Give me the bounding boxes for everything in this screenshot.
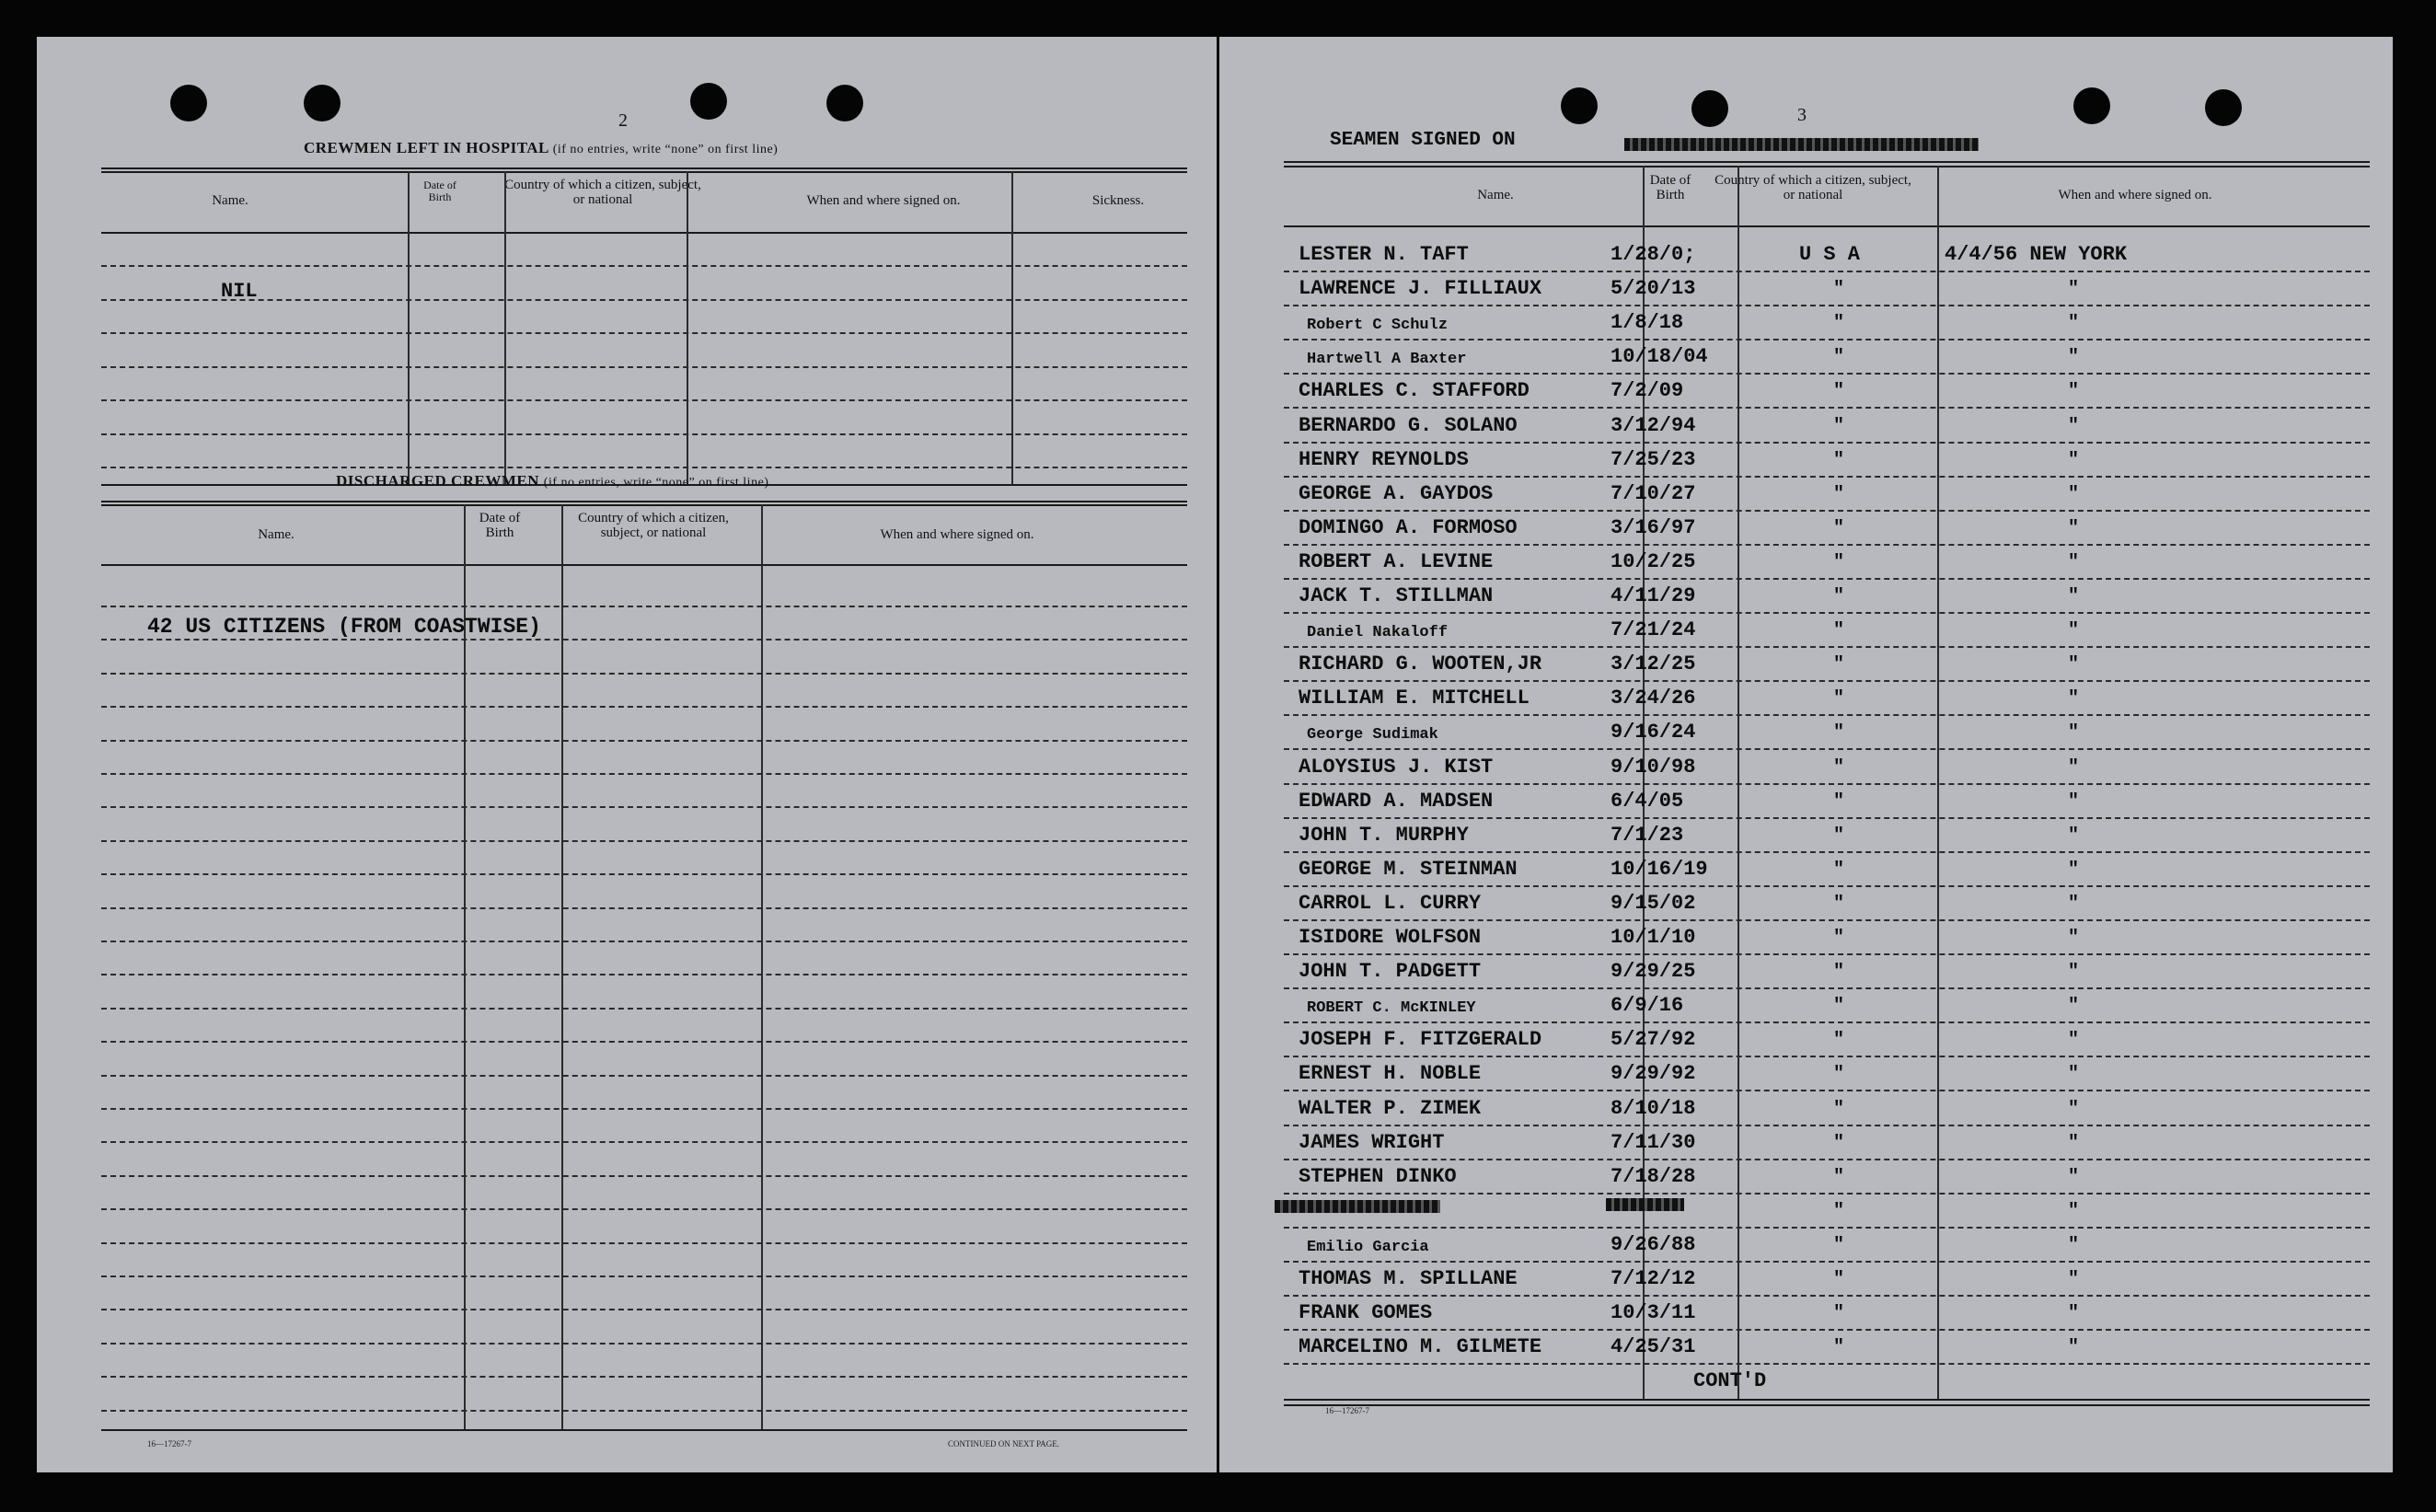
ruled-line [101,467,1187,468]
ruled-line [1284,407,2370,409]
seaman-dob: 3/12/25 [1611,652,1696,676]
seaman-dob: 10/16/19 [1611,857,1708,881]
discharged-header-name: Name. [258,527,294,542]
seaman-name: DOMINGO A. FORMOSO [1299,515,1518,539]
table-rule [101,171,1187,173]
seaman-name: ISIDORE WOLFSON [1299,926,1482,949]
seaman-dob: 7/21/24 [1611,618,1696,642]
seaman-dob: 9/16/24 [1611,721,1696,744]
table-rule [101,504,1187,506]
hospital-title: CREWMEN LEFT IN HOSPITAL [304,139,548,156]
ditto-mark: " [2068,859,2080,881]
ruled-line [1284,476,2370,478]
table-rule [101,501,1187,502]
column-line [408,171,410,484]
seaman-name: CARROL L. CURRY [1299,891,1482,915]
ditto-mark: " [2068,313,2080,335]
hospital-title-note: (if no entries, write “none” on first line) [552,143,779,156]
ruled-line [101,1242,1187,1244]
ditto-mark: " [1833,1166,1845,1188]
ditto-mark: " [1833,688,1845,710]
discharged-entry: 42 US CITIZENS (FROM COASTWISE) [147,615,541,639]
table-rule [101,167,1187,169]
ruled-line [101,1141,1187,1143]
ditto-mark: " [1833,791,1845,813]
seaman-name: RICHARD G. WOOTEN,JR [1299,652,1542,676]
table-rule [1284,161,2370,163]
seaman-dob: 1/8/18 [1611,311,1684,335]
ruled-line [1284,987,2370,989]
ditto-mark: " [1833,483,1845,505]
ditto-mark: " [1833,859,1845,881]
ditto-mark: " [1833,1132,1845,1154]
ditto-mark: " [2068,962,2080,984]
ruled-line [101,706,1187,708]
ruled-line [1284,1363,2370,1365]
ruled-line [1284,271,2370,272]
ruled-line [101,332,1187,334]
ditto-mark: " [1833,756,1845,779]
seaman-name: LESTER N. TAFT [1299,243,1469,266]
ditto-mark: " [2068,1064,2080,1086]
seaman-dob: 1/28/0; [1611,243,1696,266]
ditto-mark: " [2068,620,2080,642]
seaman-name: ROBERT C. McKINLEY [1307,999,1476,1018]
punch-hole [826,85,863,121]
ditto-mark: " [1833,620,1845,642]
hospital-header-sickness: Sickness. [1091,193,1145,208]
ditto-mark: " [1833,1337,1845,1359]
discharged-title: DISCHARGED CREWMEN [336,472,540,490]
ruled-line [1284,680,2370,682]
ditto-mark: " [2068,1132,2080,1154]
ruled-line [101,366,1187,368]
page-number: 3 [1797,105,1807,125]
ruled-line [1284,1295,2370,1297]
ditto-mark: " [2068,551,2080,573]
seaman-dob: 10/1/10 [1611,926,1696,949]
ditto-mark: " [1833,825,1845,847]
discharged-header-dob: Date of Birth [479,511,521,540]
ditto-mark: " [2068,449,2080,471]
left-page [37,37,1217,1472]
ditto-mark: " [1833,313,1845,335]
seaman-dob: 9/29/92 [1611,1062,1696,1086]
hospital-header-dob: Date of Birth [423,179,456,203]
punch-hole [304,85,341,121]
seaman-name: STEPHEN DINKO [1299,1164,1457,1188]
ruled-line [101,265,1187,267]
punch-hole [1691,90,1728,127]
seaman-name: Hartwell A Baxter [1307,351,1467,369]
seaman-dob: 6/4/05 [1611,789,1684,813]
ruled-line [101,941,1187,942]
seaman-name: GEORGE A. GAYDOS [1299,481,1494,505]
ruled-line [1284,339,2370,340]
ruled-line [1284,885,2370,887]
seaman-name: JACK T. STILLMAN [1299,584,1494,607]
ditto-mark: " [2068,1030,2080,1052]
seaman-name: FRANK GOMES [1299,1301,1433,1325]
seaman-dob: 7/12/12 [1611,1267,1696,1290]
seaman-dob: 4/25/31 [1611,1335,1696,1359]
column-line [504,171,506,484]
continued-label: CONT'D [1693,1369,1767,1392]
ruled-line [1284,612,2370,614]
seaman-name: MARCELINO M. GILMETE [1299,1335,1542,1359]
ruled-line [1284,1159,2370,1160]
ruled-line [1284,1193,2370,1195]
seaman-dob: 5/27/92 [1611,1028,1696,1052]
ruled-line [101,840,1187,842]
header-dob: Date of Birth [1649,173,1691,202]
ruled-line [1284,1125,2370,1126]
seaman-dob: 4/11/29 [1611,584,1696,607]
form-number: 16—17267-7 [147,1439,191,1449]
ditto-mark: " [2068,415,2080,437]
ruled-line [101,1108,1187,1110]
ruled-line [101,433,1187,435]
seaman-name: George Sudimak [1307,726,1438,744]
ditto-mark: " [2068,1098,2080,1120]
form-number: 16—17267-7 [1325,1406,1369,1415]
ditto-mark: " [1833,1064,1845,1086]
ditto-mark: " [1833,279,1845,301]
ditto-mark: " [2068,279,2080,301]
right-page [1219,37,2393,1472]
ditto-mark: " [2068,688,2080,710]
column-line [561,504,563,1429]
seaman-name: GEORGE M. STEINMAN [1299,857,1518,881]
ruled-line [1284,442,2370,444]
table-rule [1284,1399,2370,1401]
discharged-section-title [336,472,768,491]
seaman-dob: 3/24/26 [1611,687,1696,710]
hospital-section-title [304,139,778,157]
seaman-dob: 7/2/09 [1611,379,1684,403]
continued-note: CONTINUED ON NEXT PAGE. [948,1439,1059,1449]
ditto-mark: " [2068,347,2080,369]
ditto-mark: " [2068,1166,2080,1188]
ditto-mark: " [1833,586,1845,607]
ruled-line [1284,919,2370,921]
seaman-dob: 3/12/94 [1611,413,1696,437]
ditto-mark: " [2068,1269,2080,1290]
struck-out-row [1275,1200,1440,1213]
seaman-dob: 9/10/98 [1611,755,1696,779]
ruled-line [1284,646,2370,648]
ruled-line [101,1309,1187,1310]
ruled-line [101,606,1187,607]
seaman-dob: 9/15/02 [1611,891,1696,915]
ruled-line [101,907,1187,909]
first-country: U S A [1799,243,1861,266]
ditto-mark: " [2068,381,2080,403]
ditto-mark: " [2068,1234,2080,1256]
ruled-line [1284,1329,2370,1331]
table-rule [1284,225,2370,227]
header-country: Country of which a citizen, subject, or national [1714,173,1911,202]
ditto-mark: " [1833,1234,1845,1256]
ruled-line [101,740,1187,742]
ditto-mark: " [2068,1200,2080,1222]
ruled-line [101,299,1187,301]
ruled-line [101,399,1187,401]
first-signed-on: 4/4/56 NEW YORK [1945,243,2128,266]
ditto-mark: " [1833,517,1845,539]
seaman-dob: 6/9/16 [1611,994,1684,1018]
ruled-line [1284,1021,2370,1023]
seaman-dob: 5/20/13 [1611,277,1696,301]
seaman-dob: 10/3/11 [1611,1301,1696,1325]
ditto-mark: " [1833,1303,1845,1325]
ruled-line [101,639,1187,641]
ruled-line [1284,783,2370,785]
ruled-line [1284,373,2370,375]
column-line [761,504,763,1429]
ruled-line [101,1343,1187,1345]
seaman-dob: 9/29/25 [1611,960,1696,984]
ruled-line [1284,1227,2370,1229]
ditto-mark: " [2068,483,2080,505]
ditto-mark: " [2068,722,2080,744]
ditto-mark: " [1833,1030,1845,1052]
seaman-dob: 3/16/97 [1611,515,1696,539]
seaman-dob: 10/18/04 [1611,345,1708,369]
seaman-dob: 9/26/88 [1611,1232,1696,1256]
ditto-mark: " [1833,381,1845,403]
punch-hole [690,83,727,120]
seaman-dob: 7/10/27 [1611,481,1696,505]
ruled-line [1284,817,2370,819]
ruled-line [1284,953,2370,955]
seaman-dob: 7/11/30 [1611,1130,1696,1154]
seaman-dob: 8/10/18 [1611,1096,1696,1120]
hospital-header-country: Country of which a citizen, subject, or national [504,178,701,207]
ditto-mark: " [1833,1098,1845,1120]
ruled-line [101,773,1187,775]
seaman-name: BERNARDO G. SOLANO [1299,413,1518,437]
ditto-mark: " [1833,449,1845,471]
ditto-mark: " [1833,722,1845,744]
table-rule [101,232,1187,234]
seaman-name: ROBERT A. LEVINE [1299,549,1494,573]
ruled-line [101,1041,1187,1043]
ditto-mark: " [2068,517,2080,539]
ruled-line [101,1175,1187,1177]
ruled-line [1284,578,2370,580]
ruled-line [1284,1056,2370,1057]
discharged-header-country: Country of which a citizen, subject, or national [578,511,729,540]
ditto-mark: " [2068,893,2080,915]
seaman-name: EDWARD A. MADSEN [1299,789,1494,813]
page-number: 2 [618,110,628,131]
seaman-name: JAMES WRIGHT [1299,1130,1445,1154]
ruled-line [1284,305,2370,306]
seaman-name: CHARLES C. STAFFORD [1299,379,1530,403]
struck-out-date [1606,1198,1684,1211]
ruled-line [101,873,1187,875]
ruled-line [101,1075,1187,1077]
ditto-mark: " [1833,347,1845,369]
column-line [464,504,466,1429]
ruled-line [1284,1261,2370,1263]
ditto-mark: " [2068,756,2080,779]
section-title: SEAMEN SIGNED ON [1330,130,1516,151]
ruled-line [1284,748,2370,750]
table-rule [101,564,1187,566]
ditto-mark: " [1833,551,1845,573]
discharged-title-note: (if no entries, write “none” on first line) [543,476,769,490]
ruled-line [101,1410,1187,1412]
punch-hole [170,85,207,121]
table-rule [1284,166,2370,167]
ruled-line [101,1008,1187,1010]
ditto-mark: " [1833,996,1845,1018]
ruled-line [101,1376,1187,1378]
column-line [1011,171,1013,484]
seaman-dob: 7/25/23 [1611,447,1696,471]
seaman-name: THOMAS M. SPILLANE [1299,1267,1518,1290]
seaman-name: ERNEST H. NOBLE [1299,1062,1482,1086]
seaman-name: JOHN T. MURPHY [1299,823,1469,847]
ruled-line [101,974,1187,975]
punch-hole [1561,87,1598,124]
seaman-name: JOHN T. PADGETT [1299,960,1482,984]
ditto-mark: " [2068,1303,2080,1325]
seaman-name: Daniel Nakaloff [1307,624,1449,642]
ruled-line [1284,851,2370,853]
hospital-header-name: Name. [212,193,248,208]
hospital-entry: NIL [221,280,258,303]
seaman-name: HENRY REYNOLDS [1299,447,1469,471]
ruled-line [1284,1090,2370,1091]
seaman-name: WALTER P. ZIMEK [1299,1096,1482,1120]
seaman-name: Emilio Garcia [1307,1238,1429,1256]
punch-hole [2205,89,2242,126]
ditto-mark: " [2068,1337,2080,1359]
seaman-name: JOSEPH F. FITZGERALD [1299,1028,1542,1052]
table-rule [101,1429,1187,1431]
ditto-mark: " [2068,825,2080,847]
discharged-header-when-where: When and where signed on. [880,527,1034,542]
header-name: Name. [1477,188,1514,202]
ruled-line [1284,510,2370,512]
seaman-name: Robert C Schulz [1307,317,1449,335]
ditto-mark: " [1833,893,1845,915]
ruled-line [101,1275,1187,1277]
seaman-name: WILLIAM E. MITCHELL [1299,687,1530,710]
seaman-name: LAWRENCE J. FILLIAUX [1299,277,1542,301]
ditto-mark: " [1833,928,1845,949]
table-rule [1284,1404,2370,1406]
header-when-where: When and where signed on. [2058,188,2212,202]
punch-hole [2073,87,2110,124]
column-line [687,171,688,484]
ditto-mark: " [1833,962,1845,984]
seaman-dob: 10/2/25 [1611,549,1696,573]
ditto-mark: " [2068,791,2080,813]
ditto-mark: " [2068,654,2080,676]
ruled-line [1284,544,2370,546]
ditto-mark: " [1833,1269,1845,1290]
ditto-mark: " [2068,928,2080,949]
ditto-mark: " [2068,586,2080,607]
ditto-mark: " [1833,415,1845,437]
ditto-mark: " [1833,1200,1845,1222]
struck-out-text [1624,138,1979,151]
ruled-line [101,806,1187,808]
ruled-line [101,1208,1187,1210]
ditto-mark: " [2068,996,2080,1018]
ruled-line [101,673,1187,675]
ditto-mark: " [1833,654,1845,676]
seaman-dob: 7/1/23 [1611,823,1684,847]
seaman-name: ALOYSIUS J. KIST [1299,755,1494,779]
ruled-line [1284,714,2370,716]
seaman-dob: 7/18/28 [1611,1164,1696,1188]
hospital-header-when-where: When and where signed on. [806,193,961,208]
